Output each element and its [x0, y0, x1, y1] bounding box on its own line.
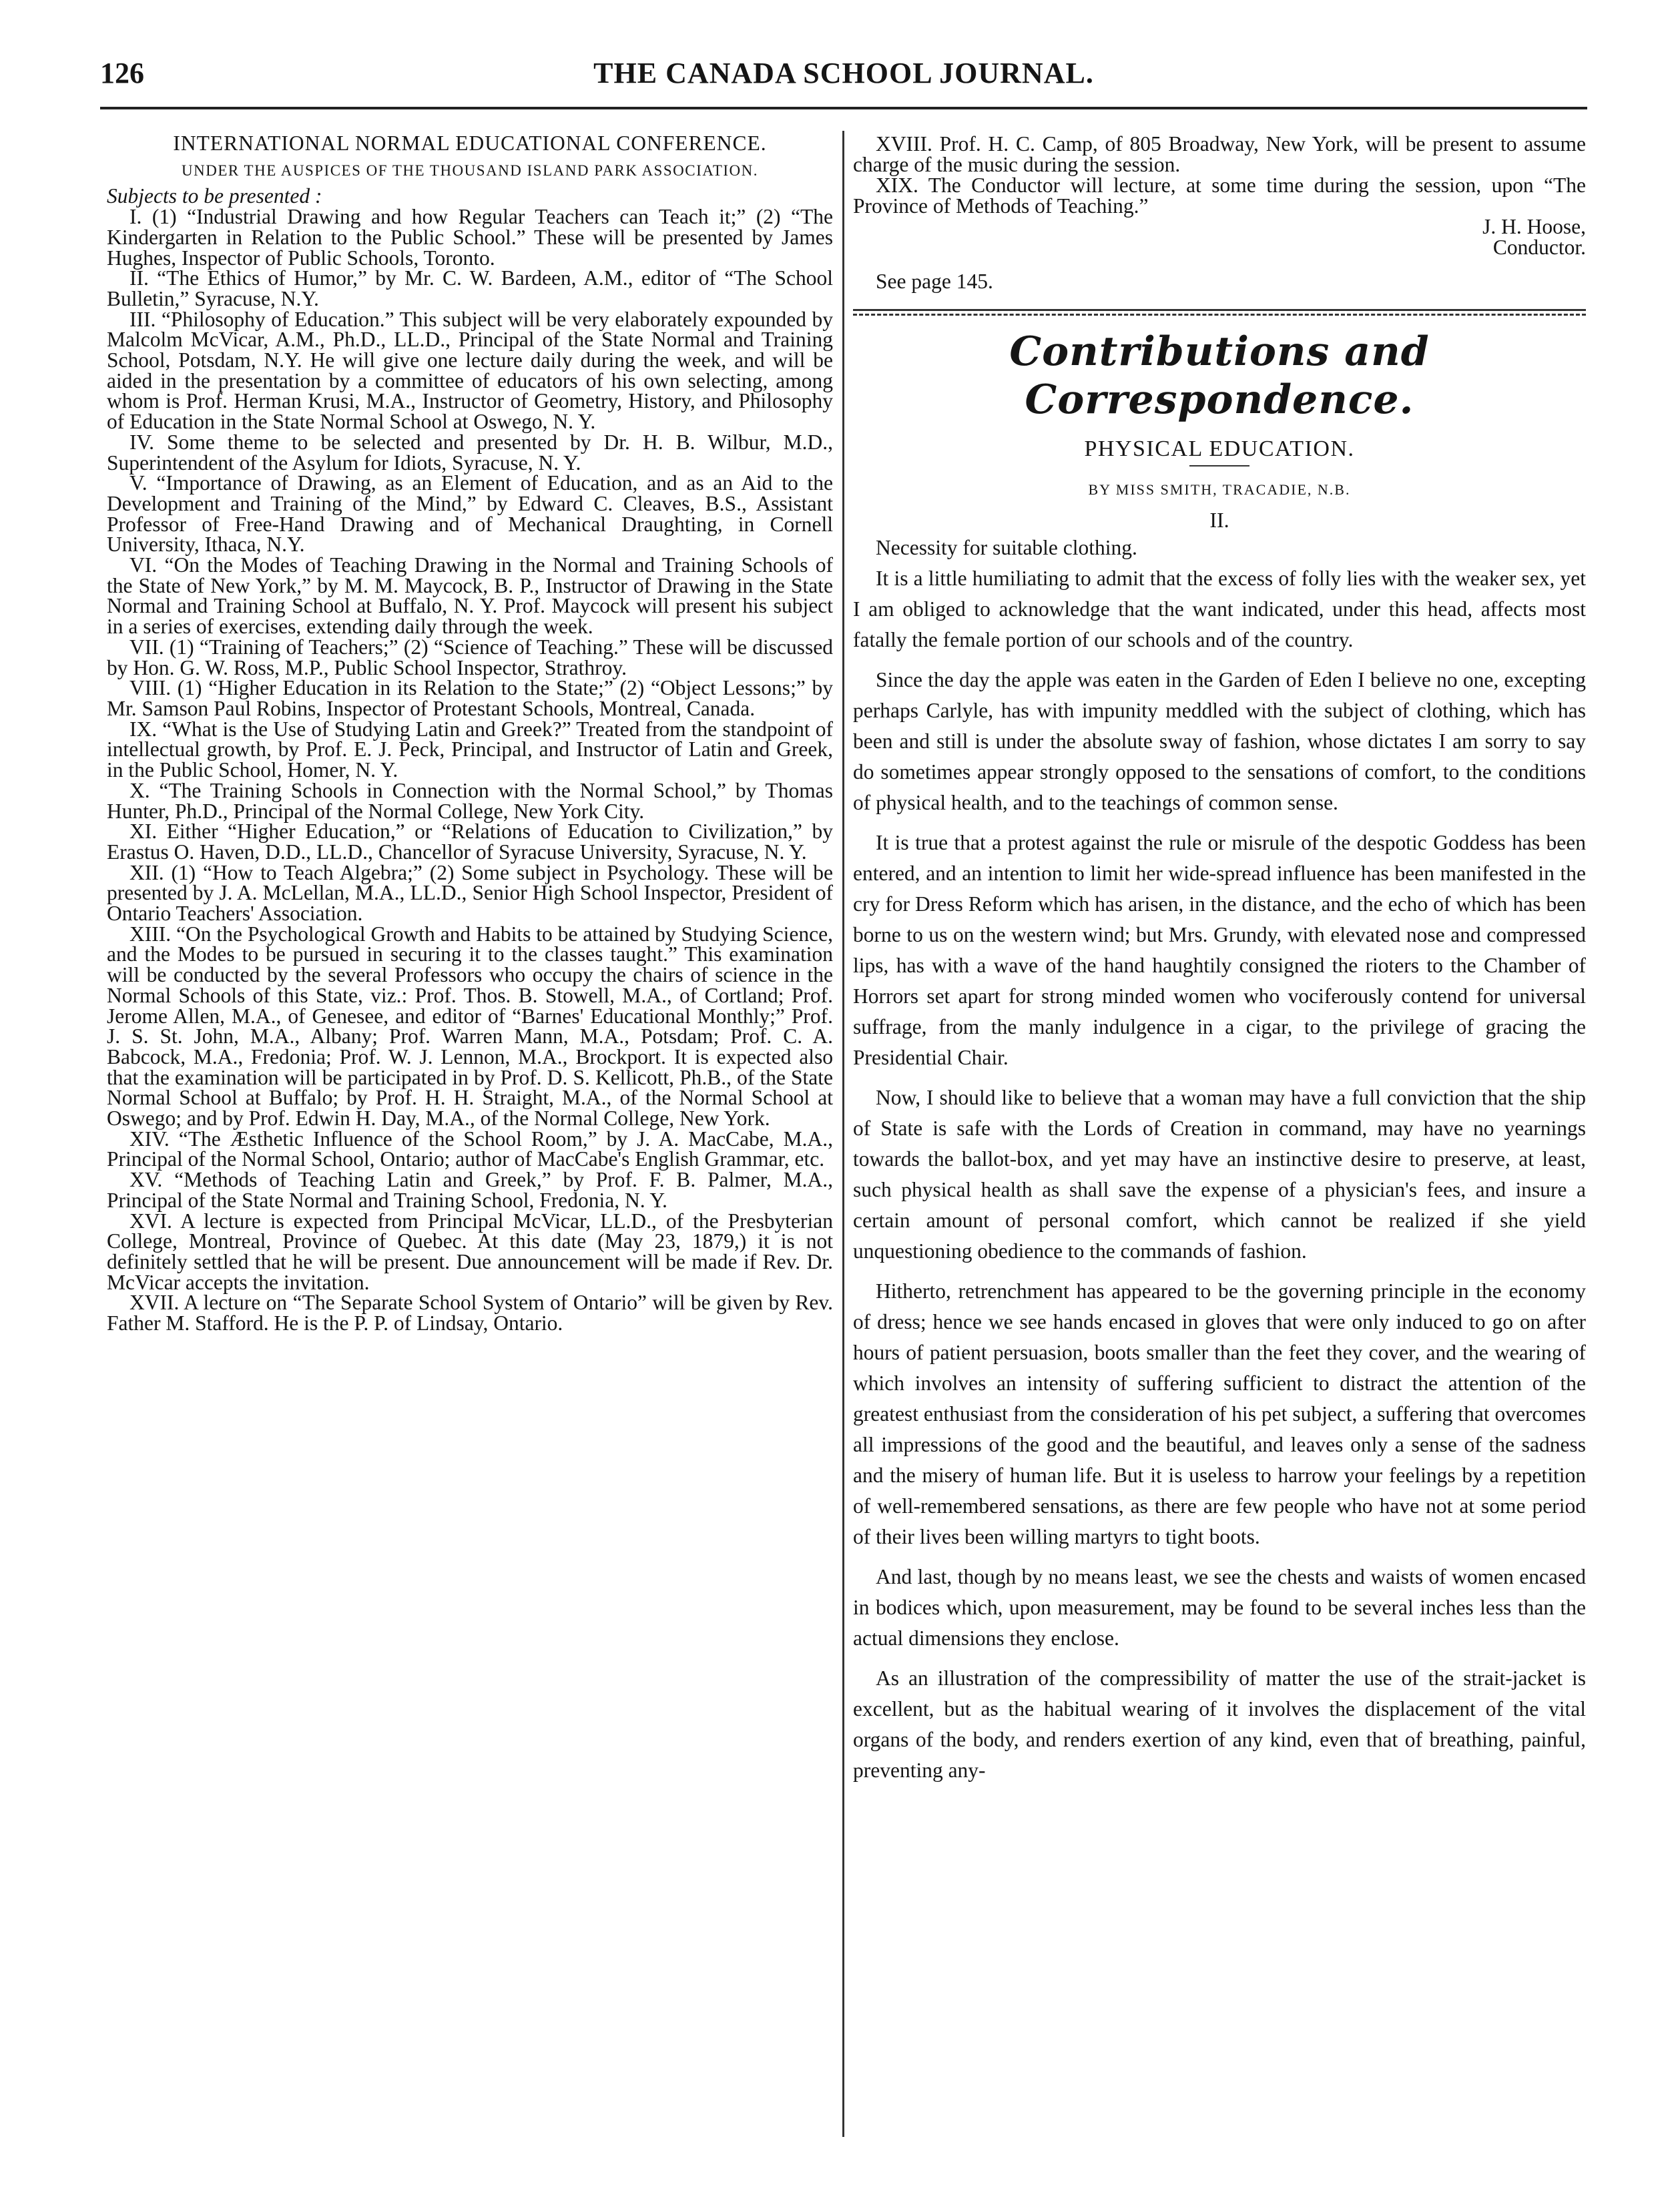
article-paragraph: Necessity for suitable clothing. — [876, 536, 1137, 559]
subject-item: XIX. The Conductor will lecture, at some time during the session, upon “The Province of Methods of Teaching.” — [853, 174, 1586, 218]
section-heading: Contributions and Correspondence. — [1009, 328, 1430, 423]
title-rule — [1189, 465, 1249, 466]
page-number: 126 — [100, 57, 144, 89]
subject-item: XIII. “On the Psychological Growth and Habits to be attained by Studying Science, and the Modes to be pursued in securing it to the classes taught.” This examination will be conducted by the several Professors who occupy the chairs of science in the Normal Schools of this State, viz.: Prof. Thos. B. Stowell, M.A., of Cortland; Prof. Jerome Allen, M.A., of Genesee, and editor of “Barnes' Educational Monthly;” Prof. J. S. St. John, M.A., Albany; Prof. Warren Mann, M.A., Potsdam; Prof. C. A. Babcock, M.A., Fredonia; Prof. W. J. Lennon, M.A., Brockport. It is expected also that the examination will be participated in by Prof. D. S. Kellicott, Ph.B., of the State Normal School at Buffalo; by Prof. H. H. Straight, M.A., of the Normal School at Oswego; and by Prof. Edwin H. Day, M.A., of the Normal College, New York. — [107, 922, 833, 1131]
signature-name: J. H. Hoose, — [1482, 215, 1586, 238]
subject-item: XIV. “The Æsthetic Influence of the School Room,” by J. A. MacCabe, M.A., Principal of the Normal School, Ontario; author of MacCabe's English Grammar, etc. — [107, 1127, 833, 1171]
section-rule-dashed — [853, 314, 1586, 316]
article-paragraph: As an illustration of the compressibility of matter the use of the strait-jacket is excellent, but as the habitual wearing of it involves the displacement of the vital organs of the body, and renders exertion of any kind, even that of breathing, painful, preventing any- — [853, 1666, 1586, 1782]
subject-item: VIII. (1) “Higher Education in its Relation to the State;” (2) “Object Lessons;” by Mr. Samson Paul Robins, Inspector of Protestant Schools, Montreal, Canada. — [107, 676, 833, 720]
subject-item: XV. “Methods of Teaching Latin and Greek,” by Prof. F. B. Palmer, M.A., Principal of the State Normal and Training School, Fredonia, N. Y. — [107, 1168, 833, 1212]
article-body — [853, 533, 1586, 1786]
header-rule — [100, 107, 1587, 109]
page-header — [100, 56, 1587, 99]
article-paragraph: And last, though by no means least, we see the chests and waists of women encased in bodices which, upon measurement, may be found to be several inches less than the actual dimensions they enclose. — [853, 1565, 1586, 1650]
article-paragraph: Since the day the apple was eaten in the Garden of Eden I believe no one, excepting perhaps Carlyle, has with impunity meddled with the subject of clothing, which has been and still is under the absolute sway of fashion, whose dictates I am sorry to say do sometimes appear strongly opposed to the sensations of comfort, to the conditions of physical health, and to the teachings of common sense. — [853, 668, 1586, 814]
right-column — [853, 133, 1586, 2136]
conference-subtitle: UNDER THE AUSPICES OF THE THOUSAND ISLAND PARK ASSOCIATION. — [181, 162, 758, 179]
subject-item: XVI. A lecture is expected from Principal McVicar, LL.D., of the Presbyterian College, Montreal, Province of Quebec. At this date (May 23, 1879,) it is not definitely settled that he will be present. Due announcement will be made if Rev. Dr. McVicar accepts the invitation. — [107, 1209, 833, 1294]
conference-continuation — [853, 133, 1586, 292]
subjects-intro: Subjects to be presented : — [107, 184, 322, 208]
see-page-note: See page 145. — [876, 270, 993, 293]
column-divider — [842, 131, 844, 2137]
left-column — [107, 133, 833, 2136]
article-paragraph: Hitherto, retrenchment has appeared to be the governing principle in the economy of dress; hence we see hands encased in gloves that were only induced to go on after hours of patient persuasion, boots smaller than the feet they cover, and the wearing of which involves an intensity of suffering sufficient to distract the attention of the greatest enthusiast from the consideration of his pet subject, a suffering that overcomes all impressions of the good and the beautiful, and leaves only a sense of the sadness and the misery of human life. But it is useless to harrow your feelings by a repetition of well-remembered sensations, as there are few people who have not at some period of their lives been willing martyrs to tight boots. — [853, 1279, 1586, 1548]
subject-item: XVIII. Prof. H. C. Camp, of 805 Broadway, New York, will be present to assume charge of the music during the session. — [853, 133, 1586, 176]
subject-item: I. (1) “Industrial Drawing and how Regular Teachers can Teach it;” (2) “The Kindergarten in Relation to the Public School.” These will be presented by James Hughes, Inspector of Public Schools, Toronto. — [107, 205, 833, 270]
subject-item: II. “The Ethics of Humor,” by Mr. C. W. Bardeen, A.M., editor of “The School Bulletin,” Syracuse, N.Y. — [107, 266, 833, 310]
subject-item: VII. (1) “Training of Teachers;” (2) “Science of Teaching.” These will be discussed by Hon. G. W. Ross, M.P., Public School Inspector, Strathroy. — [107, 635, 833, 679]
subject-item: VI. “On the Modes of Teaching Drawing in the Normal and Training Schools of the State of New York,” by M. M. Maycock, B. P., Instructor of Drawing in the State Normal and Training School at Buffalo, N. Y. Prof. Maycock will present his subject in a series of exercises, extending daily through the week. — [107, 553, 833, 639]
running-title: THE CANADA SCHOOL JOURNAL. — [593, 57, 1094, 89]
signature-role: Conductor. — [1492, 236, 1586, 259]
subject-item: III. “Philosophy of Education.” This subject will be very elaborately expounded by Malcolm McVicar, A.M., Ph.D., LL.D., Principal of the State Normal and Training School, Potsdam, N.Y. He will give one lecture daily during the week, and will be aided in the presentation by a committee of educators of his own selecting, among whom is Prof. Herman Krusi, M.A., Instructor of Geometry, History, and Philosophy of Education in the State Normal School at Oswego, N. Y. — [107, 307, 833, 434]
section-rule — [853, 309, 1586, 311]
subject-item: XII. (1) “How to Teach Algebra;” (2) Some subject in Psychology. These will be presented by J. A. McLellan, M.A., LL.D., Senior High School Inspector, President of Ontario Teachers' Association. — [107, 860, 833, 926]
subject-item: IX. “What is the Use of Studying Latin and Greek?” Treated from the standpoint of intellectual growth, by Prof. E. J. Peck, Principal, and Instructor of Latin and Greek, in the Public School, Homer, N. Y. — [107, 717, 833, 782]
subject-item: XI. Either “Higher Education,” or “Relations of Education to Civilization,” by Erastus O. Haven, D.D., LL.D., Chancellor of Syracuse University, Syracuse, N. Y. — [107, 820, 833, 864]
part-number: II. — [1209, 508, 1229, 532]
article-title: PHYSICAL EDUCATION. — [1084, 436, 1355, 461]
article-paragraph: It is true that a protest against the rule or misrule of the despotic Goddess has been entered, and an intention to limit her wide-spread influence has been manifested in the cry for Dress Reform which has arisen, in the distance, and the echo of which has been borne to us on the western wind; but Mrs. Grundy, with elevated nose and compressed lips, has with a wave of the hand haughtily consigned the rioters to the Chamber of Horrors set apart for strong minded women who vociferously contend for universal suffrage, from the manly indulgence in a cigar, to the privilege of gracing the Presidential Chair. — [853, 831, 1586, 1069]
subject-item: X. “The Training Schools in Connection with the Normal School,” by Thomas Hunter, Ph.D., Principal of the Normal College, New York City. — [107, 778, 833, 823]
conference-title: INTERNATIONAL NORMAL EDUCATIONAL CONFERENCE. — [173, 133, 767, 155]
subject-item: XVII. A lecture on “The Separate School System of Ontario” will be given by Rev. Father M. Stafford. He is the P. P. of Lindsay, Ontario. — [107, 1291, 833, 1335]
article-paragraph: Now, I should like to believe that a woman may have a full conviction that the ship of State is safe with the Lords of Creation in command, may have no yearnings towards the ballot-box, and yet may have an instinctive desire to preserve, at least, such physical health as shall save the expense of a physician's fees, and insure a certain amount of personal comfort, which cannot be realized if she yield unquestioning obedience to the commands of fashion. — [853, 1086, 1586, 1263]
subject-item: V. “Importance of Drawing, as an Element of Education, and as an Aid to the Development and Training of the Mind,” by Edward C. Cleaves, B.S., Assistant Professor of Free-Hand Drawing and of Mechanical Draughting, in Cornell University, Ithaca, N.Y. — [107, 471, 833, 557]
article-paragraph: It is a little humiliating to admit that the excess of folly lies with the weaker sex, yet I am obliged to acknowledge that the want indicated, under this head, affects most fatally the female portion of our schools and of the country. — [853, 567, 1586, 651]
subject-item: IV. Some theme to be selected and presented by Dr. H. B. Wilbur, M.D., Superintendent of the Asylum for Idiots, Syracuse, N. Y. — [107, 430, 833, 475]
article-byline: BY MISS SMITH, TRACADIE, N.B. — [1088, 481, 1351, 498]
